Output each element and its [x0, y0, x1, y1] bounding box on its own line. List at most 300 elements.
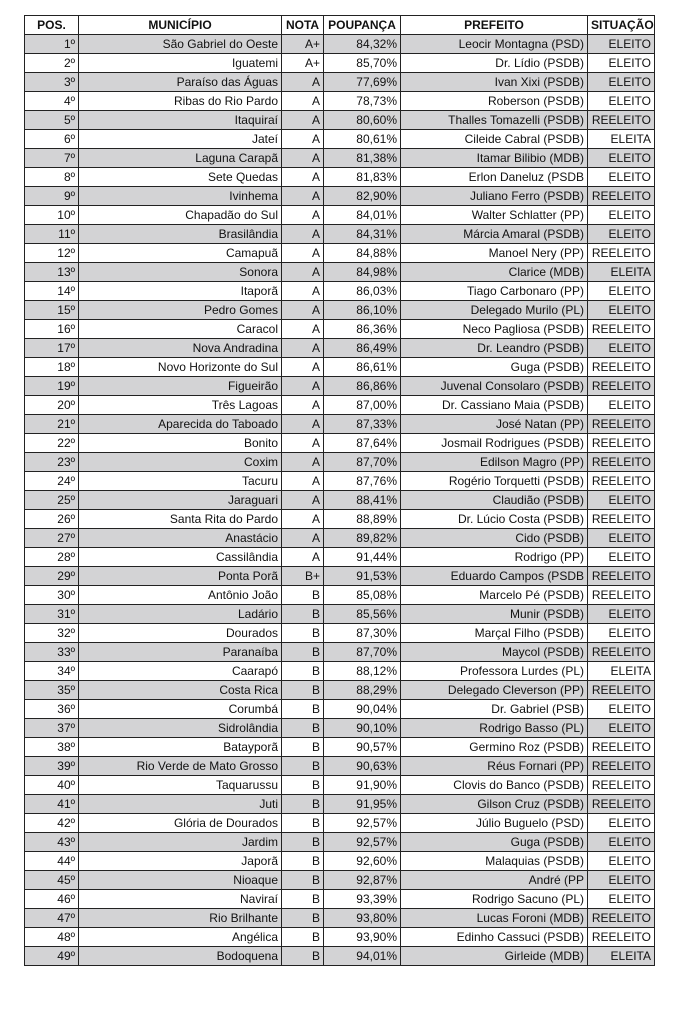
- cell-municipio: Chapadão do Sul: [79, 206, 282, 225]
- cell-pos: 34º: [25, 662, 79, 681]
- cell-poupanca: 92,57%: [324, 814, 401, 833]
- cell-pos: 4º: [25, 92, 79, 111]
- cell-nota: B: [282, 738, 324, 757]
- cell-nota: A: [282, 339, 324, 358]
- table-row: [25, 377, 655, 396]
- cell-pos: 15º: [25, 301, 79, 320]
- cell-situacao: REELEITO: [588, 757, 655, 776]
- cell-pos: 40º: [25, 776, 79, 795]
- cell-prefeito: Guga (PSDB): [401, 833, 588, 852]
- cell-prefeito: Eduardo Campos (PSDB: [401, 567, 588, 586]
- cell-nota: B: [282, 890, 324, 909]
- cell-prefeito: Edilson Magro (PP): [401, 453, 588, 472]
- cell-situacao: ELEITO: [588, 491, 655, 510]
- cell-situacao: REELEITO: [588, 244, 655, 263]
- cell-pos: 32º: [25, 624, 79, 643]
- cell-situacao: ELEITO: [588, 529, 655, 548]
- cell-nota: A: [282, 358, 324, 377]
- cell-prefeito: Márcia Amaral (PSDB): [401, 225, 588, 244]
- cell-municipio: Caarapó: [79, 662, 282, 681]
- cell-municipio: Paranaíba: [79, 643, 282, 662]
- cell-situacao: ELEITA: [588, 662, 655, 681]
- cell-pos: 11º: [25, 225, 79, 244]
- table-row: [25, 871, 655, 890]
- cell-prefeito: Lucas Foroni (MDB): [401, 909, 588, 928]
- header-situacao: SITUAÇÃO: [588, 16, 655, 35]
- cell-poupanca: 84,31%: [324, 225, 401, 244]
- cell-poupanca: 92,57%: [324, 833, 401, 852]
- header-municipio: MUNICÍPIO: [79, 16, 282, 35]
- cell-nota: B: [282, 605, 324, 624]
- table-row: [25, 605, 655, 624]
- cell-prefeito: Girleide (MDB): [401, 947, 588, 966]
- cell-nota: A: [282, 73, 324, 92]
- cell-situacao: ELEITO: [588, 206, 655, 225]
- cell-pos: 48º: [25, 928, 79, 947]
- cell-poupanca: 90,10%: [324, 719, 401, 738]
- cell-prefeito: Juliano Ferro (PSDB): [401, 187, 588, 206]
- cell-prefeito: Clarice (MDB): [401, 263, 588, 282]
- cell-pos: 5º: [25, 111, 79, 130]
- cell-situacao: REELEITO: [588, 928, 655, 947]
- table-row: [25, 510, 655, 529]
- table-row: [25, 396, 655, 415]
- table-row: [25, 814, 655, 833]
- cell-pos: 26º: [25, 510, 79, 529]
- cell-nota: B: [282, 833, 324, 852]
- cell-situacao: REELEITO: [588, 377, 655, 396]
- cell-poupanca: 90,63%: [324, 757, 401, 776]
- cell-prefeito: Josmail Rodrigues (PSDB): [401, 434, 588, 453]
- cell-prefeito: Cileide Cabral (PSDB): [401, 130, 588, 149]
- table-row: [25, 700, 655, 719]
- table-row: [25, 738, 655, 757]
- table-row: [25, 529, 655, 548]
- cell-prefeito: Gilson Cruz (PSDB): [401, 795, 588, 814]
- cell-municipio: Sete Quedas: [79, 168, 282, 187]
- cell-poupanca: 87,76%: [324, 472, 401, 491]
- cell-poupanca: 87,33%: [324, 415, 401, 434]
- cell-situacao: ELEITO: [588, 168, 655, 187]
- cell-pos: 20º: [25, 396, 79, 415]
- cell-nota: B: [282, 852, 324, 871]
- cell-prefeito: Dr. Cassiano Maia (PSDB): [401, 396, 588, 415]
- cell-prefeito: Dr. Leandro (PSDB): [401, 339, 588, 358]
- table-row: [25, 947, 655, 966]
- cell-pos: 1º: [25, 35, 79, 54]
- cell-municipio: Bonito: [79, 434, 282, 453]
- cell-situacao: ELEITO: [588, 871, 655, 890]
- cell-poupanca: 85,70%: [324, 54, 401, 73]
- cell-nota: B: [282, 700, 324, 719]
- cell-nota: B: [282, 776, 324, 795]
- cell-nota: A: [282, 415, 324, 434]
- table-row: [25, 168, 655, 187]
- header-poupanca: POUPANÇA: [324, 16, 401, 35]
- cell-situacao: ELEITO: [588, 301, 655, 320]
- cell-prefeito: Rodrigo Basso (PL): [401, 719, 588, 738]
- cell-pos: 44º: [25, 852, 79, 871]
- cell-situacao: REELEITO: [588, 320, 655, 339]
- cell-situacao: REELEITO: [588, 434, 655, 453]
- cell-municipio: Iguatemi: [79, 54, 282, 73]
- table-row: [25, 320, 655, 339]
- table-row: [25, 567, 655, 586]
- cell-pos: 27º: [25, 529, 79, 548]
- cell-pos: 7º: [25, 149, 79, 168]
- table-row: [25, 909, 655, 928]
- table-row: [25, 833, 655, 852]
- cell-situacao: REELEITO: [588, 510, 655, 529]
- cell-nota: A: [282, 92, 324, 111]
- cell-poupanca: 87,70%: [324, 453, 401, 472]
- cell-poupanca: 88,12%: [324, 662, 401, 681]
- cell-prefeito: Marçal Filho (PSDB): [401, 624, 588, 643]
- table-row: [25, 890, 655, 909]
- cell-municipio: Pedro Gomes: [79, 301, 282, 320]
- cell-nota: A: [282, 453, 324, 472]
- cell-pos: 12º: [25, 244, 79, 263]
- cell-prefeito: Dr. Lídio (PSDB): [401, 54, 588, 73]
- header-row: [25, 16, 655, 35]
- cell-nota: A: [282, 149, 324, 168]
- table-row: [25, 282, 655, 301]
- cell-nota: A: [282, 510, 324, 529]
- cell-situacao: ELEITO: [588, 35, 655, 54]
- cell-municipio: Dourados: [79, 624, 282, 643]
- cell-prefeito: Juvenal Consolaro (PSDB): [401, 377, 588, 396]
- cell-poupanca: 87,64%: [324, 434, 401, 453]
- cell-situacao: REELEITO: [588, 358, 655, 377]
- cell-situacao: ELEITO: [588, 282, 655, 301]
- cell-municipio: Batayporã: [79, 738, 282, 757]
- cell-prefeito: Thalles Tomazelli (PSDB): [401, 111, 588, 130]
- cell-poupanca: 86,36%: [324, 320, 401, 339]
- cell-situacao: REELEITO: [588, 681, 655, 700]
- cell-poupanca: 90,04%: [324, 700, 401, 719]
- cell-nota: B: [282, 871, 324, 890]
- cell-poupanca: 84,32%: [324, 35, 401, 54]
- cell-pos: 41º: [25, 795, 79, 814]
- table-row: [25, 643, 655, 662]
- cell-poupanca: 86,10%: [324, 301, 401, 320]
- cell-municipio: Jardim: [79, 833, 282, 852]
- cell-municipio: Caracol: [79, 320, 282, 339]
- cell-prefeito: Leocir Montagna (PSD): [401, 35, 588, 54]
- cell-prefeito: Ivan Xixi (PSDB): [401, 73, 588, 92]
- cell-prefeito: Rodrigo (PP): [401, 548, 588, 567]
- cell-pos: 10º: [25, 206, 79, 225]
- table-row: [25, 548, 655, 567]
- cell-municipio: Ivinhema: [79, 187, 282, 206]
- cell-municipio: Angélica: [79, 928, 282, 947]
- cell-municipio: Sidrolândia: [79, 719, 282, 738]
- cell-pos: 46º: [25, 890, 79, 909]
- cell-pos: 42º: [25, 814, 79, 833]
- table-row: [25, 339, 655, 358]
- cell-pos: 36º: [25, 700, 79, 719]
- cell-poupanca: 77,69%: [324, 73, 401, 92]
- cell-situacao: ELEITO: [588, 890, 655, 909]
- cell-prefeito: Rogério Torquetti (PSDB): [401, 472, 588, 491]
- cell-situacao: REELEITO: [588, 567, 655, 586]
- cell-municipio: Laguna Carapã: [79, 149, 282, 168]
- cell-prefeito: Roberson (PSDB): [401, 92, 588, 111]
- cell-poupanca: 86,61%: [324, 358, 401, 377]
- cell-situacao: REELEITO: [588, 415, 655, 434]
- table-row: [25, 491, 655, 510]
- cell-pos: 35º: [25, 681, 79, 700]
- cell-poupanca: 93,80%: [324, 909, 401, 928]
- cell-prefeito: Rodrigo Sacuno (PL): [401, 890, 588, 909]
- cell-prefeito: Delegado Cleverson (PP): [401, 681, 588, 700]
- table-row: [25, 776, 655, 795]
- cell-nota: A: [282, 472, 324, 491]
- cell-municipio: Coxim: [79, 453, 282, 472]
- cell-nota: A: [282, 377, 324, 396]
- cell-prefeito: Walter Schlatter (PP): [401, 206, 588, 225]
- table-row: [25, 244, 655, 263]
- cell-situacao: REELEITO: [588, 586, 655, 605]
- cell-prefeito: Dr. Gabriel (PSB): [401, 700, 588, 719]
- cell-municipio: Taquarussu: [79, 776, 282, 795]
- cell-pos: 9º: [25, 187, 79, 206]
- table-row: [25, 586, 655, 605]
- cell-nota: A: [282, 130, 324, 149]
- cell-prefeito: Germino Roz (PSDB): [401, 738, 588, 757]
- cell-prefeito: Neco Pagliosa (PSDB): [401, 320, 588, 339]
- table-row: [25, 206, 655, 225]
- cell-pos: 19º: [25, 377, 79, 396]
- cell-nota: A+: [282, 54, 324, 73]
- cell-prefeito: Delegado Murilo (PL): [401, 301, 588, 320]
- cell-nota: A: [282, 111, 324, 130]
- cell-prefeito: Clovis do Banco (PSDB): [401, 776, 588, 795]
- cell-poupanca: 87,70%: [324, 643, 401, 662]
- cell-situacao: ELEITO: [588, 852, 655, 871]
- cell-poupanca: 86,03%: [324, 282, 401, 301]
- cell-situacao: ELEITO: [588, 54, 655, 73]
- cell-pos: 13º: [25, 263, 79, 282]
- cell-nota: A: [282, 225, 324, 244]
- cell-pos: 43º: [25, 833, 79, 852]
- cell-nota: A: [282, 282, 324, 301]
- cell-situacao: REELEITO: [588, 453, 655, 472]
- cell-situacao: REELEITO: [588, 643, 655, 662]
- table-row: [25, 54, 655, 73]
- cell-prefeito: Tiago Carbonaro (PP): [401, 282, 588, 301]
- table-row: [25, 662, 655, 681]
- table-row: [25, 263, 655, 282]
- cell-pos: 21º: [25, 415, 79, 434]
- cell-pos: 28º: [25, 548, 79, 567]
- cell-nota: A: [282, 529, 324, 548]
- cell-situacao: REELEITO: [588, 472, 655, 491]
- cell-situacao: ELEITO: [588, 833, 655, 852]
- cell-situacao: REELEITO: [588, 795, 655, 814]
- cell-nota: A: [282, 263, 324, 282]
- cell-situacao: ELEITO: [588, 339, 655, 358]
- table-row: [25, 719, 655, 738]
- cell-prefeito: Réus Fornari (PP): [401, 757, 588, 776]
- cell-situacao: REELEITO: [588, 909, 655, 928]
- table-row: [25, 35, 655, 54]
- cell-nota: A: [282, 168, 324, 187]
- cell-poupanca: 88,89%: [324, 510, 401, 529]
- cell-municipio: Aparecida do Taboado: [79, 415, 282, 434]
- cell-nota: A: [282, 320, 324, 339]
- header-nota: NOTA: [282, 16, 324, 35]
- cell-nota: B+: [282, 567, 324, 586]
- ranking-table: [24, 15, 655, 966]
- cell-nota: A: [282, 187, 324, 206]
- table-row: [25, 757, 655, 776]
- cell-poupanca: 92,87%: [324, 871, 401, 890]
- table-row: [25, 111, 655, 130]
- table-body: [25, 35, 655, 966]
- cell-situacao: REELEITO: [588, 776, 655, 795]
- cell-municipio: Três Lagoas: [79, 396, 282, 415]
- cell-municipio: Nioaque: [79, 871, 282, 890]
- cell-situacao: ELEITA: [588, 947, 655, 966]
- table-row: [25, 187, 655, 206]
- cell-poupanca: 88,29%: [324, 681, 401, 700]
- cell-pos: 6º: [25, 130, 79, 149]
- cell-nota: B: [282, 681, 324, 700]
- cell-prefeito: Dr. Lúcio Costa (PSDB): [401, 510, 588, 529]
- cell-nota: A: [282, 548, 324, 567]
- cell-nota: B: [282, 586, 324, 605]
- cell-municipio: Nova Andradina: [79, 339, 282, 358]
- cell-nota: A: [282, 206, 324, 225]
- table-row: [25, 453, 655, 472]
- cell-nota: B: [282, 947, 324, 966]
- cell-situacao: REELEITO: [588, 187, 655, 206]
- header-prefeito: PREFEITO: [401, 16, 588, 35]
- cell-municipio: Novo Horizonte do Sul: [79, 358, 282, 377]
- cell-poupanca: 81,38%: [324, 149, 401, 168]
- cell-poupanca: 92,60%: [324, 852, 401, 871]
- table-row: [25, 624, 655, 643]
- cell-pos: 2º: [25, 54, 79, 73]
- cell-nota: B: [282, 928, 324, 947]
- table-row: [25, 149, 655, 168]
- table-row: [25, 130, 655, 149]
- cell-pos: 49º: [25, 947, 79, 966]
- cell-prefeito: Claudião (PSDB): [401, 491, 588, 510]
- header-pos: POS.: [25, 16, 79, 35]
- cell-pos: 24º: [25, 472, 79, 491]
- table-row: [25, 472, 655, 491]
- cell-prefeito: José Natan (PP): [401, 415, 588, 434]
- cell-municipio: Jateí: [79, 130, 282, 149]
- cell-nota: B: [282, 814, 324, 833]
- cell-situacao: ELEITO: [588, 73, 655, 92]
- cell-poupanca: 87,30%: [324, 624, 401, 643]
- cell-nota: B: [282, 643, 324, 662]
- table-row: [25, 225, 655, 244]
- cell-prefeito: Malaquias (PSDB): [401, 852, 588, 871]
- cell-nota: B: [282, 719, 324, 738]
- cell-pos: 8º: [25, 168, 79, 187]
- cell-poupanca: 78,73%: [324, 92, 401, 111]
- cell-municipio: Ponta Porã: [79, 567, 282, 586]
- cell-poupanca: 82,90%: [324, 187, 401, 206]
- cell-prefeito: André (PP: [401, 871, 588, 890]
- cell-poupanca: 87,00%: [324, 396, 401, 415]
- cell-poupanca: 91,90%: [324, 776, 401, 795]
- cell-poupanca: 85,56%: [324, 605, 401, 624]
- cell-nota: B: [282, 909, 324, 928]
- cell-situacao: ELEITO: [588, 624, 655, 643]
- cell-pos: 30º: [25, 586, 79, 605]
- cell-municipio: São Gabriel do Oeste: [79, 35, 282, 54]
- cell-pos: 37º: [25, 719, 79, 738]
- table-row: [25, 301, 655, 320]
- cell-nota: A: [282, 434, 324, 453]
- cell-prefeito: Cido (PSDB): [401, 529, 588, 548]
- cell-municipio: Itaporã: [79, 282, 282, 301]
- cell-municipio: Sonora: [79, 263, 282, 282]
- cell-pos: 3º: [25, 73, 79, 92]
- cell-situacao: ELEITO: [588, 814, 655, 833]
- cell-pos: 33º: [25, 643, 79, 662]
- cell-pos: 17º: [25, 339, 79, 358]
- cell-situacao: REELEITO: [588, 111, 655, 130]
- cell-municipio: Tacuru: [79, 472, 282, 491]
- cell-nota: B: [282, 795, 324, 814]
- cell-pos: 45º: [25, 871, 79, 890]
- cell-situacao: ELEITO: [588, 605, 655, 624]
- table-row: [25, 852, 655, 871]
- cell-pos: 38º: [25, 738, 79, 757]
- cell-pos: 18º: [25, 358, 79, 377]
- cell-pos: 22º: [25, 434, 79, 453]
- cell-municipio: Rio Verde de Mato Grosso: [79, 757, 282, 776]
- cell-poupanca: 90,57%: [324, 738, 401, 757]
- cell-prefeito: Marcelo Pé (PSDB): [401, 586, 588, 605]
- cell-municipio: Ladário: [79, 605, 282, 624]
- cell-pos: 39º: [25, 757, 79, 776]
- cell-situacao: ELEITO: [588, 225, 655, 244]
- table-row: [25, 434, 655, 453]
- table-row: [25, 795, 655, 814]
- cell-municipio: Paraíso das Águas: [79, 73, 282, 92]
- cell-prefeito: Erlon Daneluz (PSDB: [401, 168, 588, 187]
- cell-nota: B: [282, 624, 324, 643]
- table-row: [25, 681, 655, 700]
- cell-pos: 47º: [25, 909, 79, 928]
- cell-municipio: Figueirão: [79, 377, 282, 396]
- cell-poupanca: 81,83%: [324, 168, 401, 187]
- cell-poupanca: 89,82%: [324, 529, 401, 548]
- cell-situacao: ELEITA: [588, 263, 655, 282]
- cell-municipio: Costa Rica: [79, 681, 282, 700]
- table-row: [25, 92, 655, 111]
- cell-prefeito: Munir (PSDB): [401, 605, 588, 624]
- cell-municipio: Anastácio: [79, 529, 282, 548]
- cell-municipio: Juti: [79, 795, 282, 814]
- table-row: [25, 73, 655, 92]
- cell-prefeito: Maycol (PSDB): [401, 643, 588, 662]
- cell-nota: B: [282, 662, 324, 681]
- cell-municipio: Rio Brilhante: [79, 909, 282, 928]
- cell-municipio: Antônio João: [79, 586, 282, 605]
- cell-municipio: Jaraguari: [79, 491, 282, 510]
- cell-municipio: Bodoquena: [79, 947, 282, 966]
- cell-nota: A: [282, 301, 324, 320]
- cell-prefeito: Guga (PSDB): [401, 358, 588, 377]
